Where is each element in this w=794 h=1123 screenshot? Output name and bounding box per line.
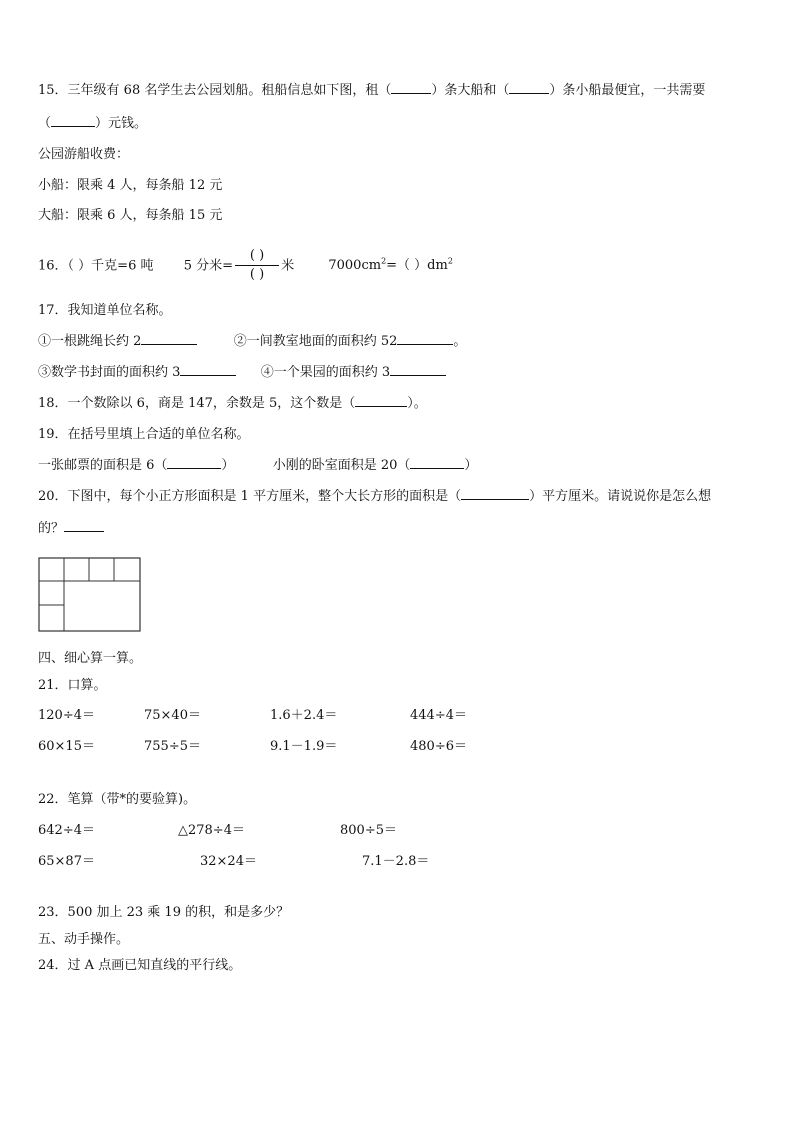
q15-blank-small-boats[interactable] xyxy=(509,93,549,94)
q19-row: 一张邮票的面积是 6（ ） 小刚的卧室面积是 20（ ） xyxy=(38,458,478,473)
q16-part3[interactable]: $7000cm^2=$（ ）$dm^2$ xyxy=(328,257,453,274)
q17-blank1[interactable] xyxy=(141,344,197,345)
q20-grid-figure xyxy=(38,557,142,633)
q24-text: 24．过 A 点画已知直线的平行线。 xyxy=(38,958,242,973)
q18-line: 18．一个数除以 6，商是 147，余数是 5，这个数是（ ）。 xyxy=(38,396,427,411)
q20-line1: 20．下图中，每个小正方形面积是 1 平方厘米，整个大长方形的面积是（ ）平方厘米。请说说你是怎么想 xyxy=(38,489,712,504)
q21-item-1-1[interactable]: 120÷4＝ xyxy=(38,708,95,723)
q15-line1: 15．三年级有 68 名学生去公园划船。租船信息如下图，租（ ）条大船和（ ）条小船最便宜，一共需要 xyxy=(38,83,706,98)
q21-item-1-3[interactable]: 1.6＋2.4＝ xyxy=(270,708,338,723)
q22-title: 22．笔算（带*的要验算)。 xyxy=(38,792,197,807)
q21-item-2-1[interactable]: 60×15＝ xyxy=(38,739,95,754)
q15-blank-big-boats[interactable] xyxy=(391,93,431,94)
q16-fraction[interactable] xyxy=(235,248,279,283)
q17-blank3[interactable] xyxy=(180,375,236,376)
q21-title: 21．口算。 xyxy=(38,678,107,693)
section4-title: 四、细心算一算。 xyxy=(38,651,143,666)
q22-item-2-2[interactable]: 32×24＝ xyxy=(200,854,257,869)
section5-title: 五、动手操作。 xyxy=(38,932,130,947)
q21-item-2-4[interactable]: 480÷6＝ xyxy=(410,739,467,754)
q16-line: 16．（ ）千克=6 吨 5 分米= $\frac{( )}{( )}$ 米 $7000cm^2=$（ ）$dm^2$ xyxy=(38,248,453,283)
q22-item-2-3[interactable]: 7.1－2.8＝ xyxy=(362,854,430,869)
q18-blank[interactable] xyxy=(355,406,407,407)
q20-blank-area[interactable] xyxy=(461,499,529,500)
q20-blank-explain[interactable] xyxy=(64,531,104,532)
q15-info-title: 公园游船收费： xyxy=(38,147,130,162)
q19-title: 19．在括号里填上合适的单位名称。 xyxy=(38,427,250,442)
q15-big-boat: 大船：限乘 6 人，每条船 15 元 xyxy=(38,208,223,223)
q17-row1: ①一根跳绳长约 2 ②一间教室地面的面积约 52 。 xyxy=(38,334,467,349)
q22-item-2-1[interactable]: 65×87＝ xyxy=(38,854,95,869)
q15-blank-total-cost[interactable] xyxy=(51,126,95,127)
q21-item-1-2[interactable]: 75×40＝ xyxy=(144,708,201,723)
q22-item-1-2[interactable]: △278÷4＝ xyxy=(178,823,245,838)
q23-text: 23．500 加上 23 乘 19 的积，和是多少？ xyxy=(38,905,290,920)
q21-item-1-4[interactable]: 444÷4＝ xyxy=(410,708,467,723)
q19-blank2[interactable] xyxy=(410,468,464,469)
q17-blank2[interactable] xyxy=(397,344,453,345)
q17-blank4[interactable] xyxy=(390,375,446,376)
q22-item-1-3[interactable]: 800÷5＝ xyxy=(340,823,397,838)
q17-row2: ③数学书封面的面积约 3 ④一个果园的面积约 3 xyxy=(38,364,446,382)
q17-title: 17．我知道单位名称。 xyxy=(38,303,172,318)
q21-item-2-3[interactable]: 9.1－1.9＝ xyxy=(270,739,338,754)
q19-blank1[interactable] xyxy=(167,468,221,469)
q16-frac-num: ( ) xyxy=(249,248,265,264)
q22-item-1-1[interactable]: 642÷4＝ xyxy=(38,823,95,838)
q21-item-2-2[interactable]: 755÷5＝ xyxy=(144,739,201,754)
q15-small-boat: 小船：限乘 4 人，每条船 12 元 xyxy=(38,178,223,193)
q15-line2: （ ）元钱。 xyxy=(38,116,148,131)
q16-frac-bar xyxy=(235,265,279,266)
q16-frac-den: ( ) xyxy=(249,267,265,283)
q16-part1[interactable]: 16．（ ）千克=6 吨 xyxy=(38,258,154,274)
q20-line2: 的？ xyxy=(38,520,104,538)
